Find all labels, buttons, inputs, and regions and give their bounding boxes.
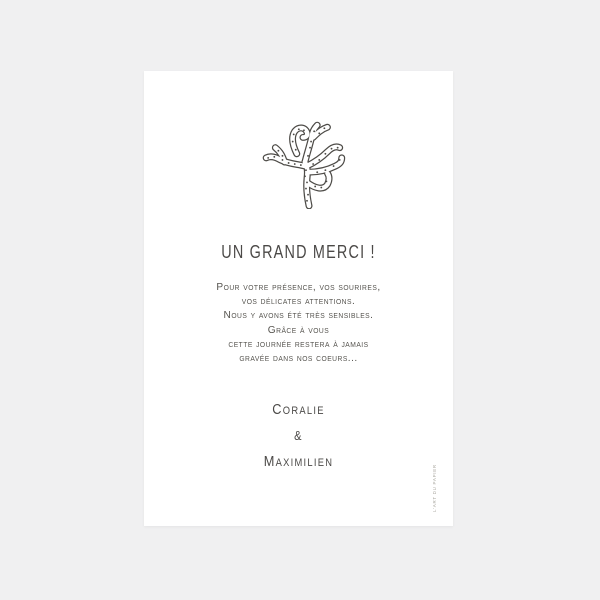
- message-line: vos délicates attentions.: [241, 295, 356, 308]
- message-line: Pour votre présence, vos sourires,: [216, 281, 381, 293]
- thank-you-card: [144, 71, 453, 526]
- coral-icon: [260, 119, 354, 209]
- brand-watermark: L'ART DU PAPIER: [432, 464, 437, 512]
- message-line: Nous y avons été très sensibles.: [223, 309, 374, 322]
- name-first: Coralie: [272, 401, 325, 418]
- names-separator: &: [294, 428, 303, 443]
- message-line: cette journée restera à jamais: [228, 337, 369, 350]
- name-second: Maximilien: [263, 453, 334, 470]
- card-title: UN GRAND MERCI !: [221, 242, 376, 262]
- couple-names: [144, 397, 453, 475]
- message-line: gravée dans nos coeurs...: [239, 352, 358, 365]
- message-line: Grâce à vous: [267, 323, 330, 336]
- thank-you-message: [144, 280, 453, 365]
